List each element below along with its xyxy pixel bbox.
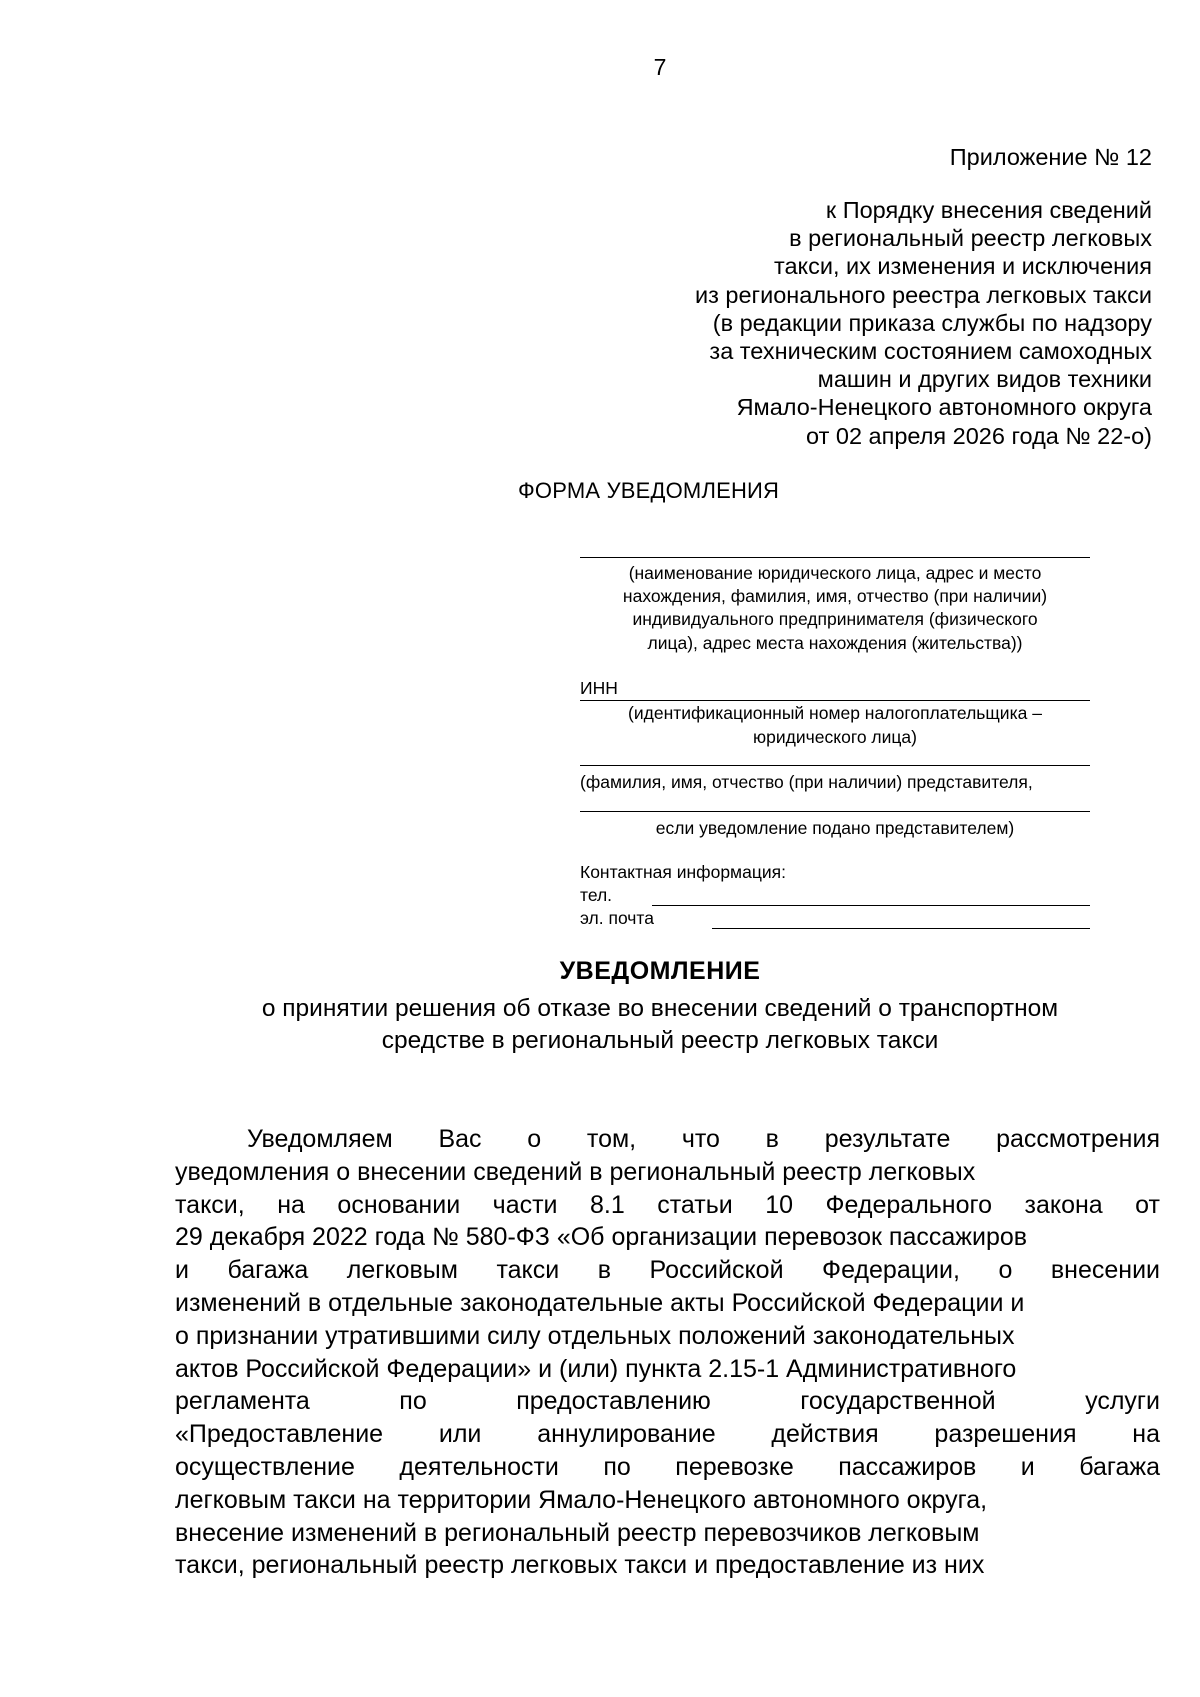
- page-number: 7: [653, 54, 667, 80]
- body-line: внесение изменений в региональный реестр перевозчиков легковым: [175, 1518, 980, 1547]
- body-line: регламента по предоставлению государственной услуги: [175, 1387, 1160, 1416]
- recipient-field-line: [580, 557, 1090, 558]
- recipient-caption-line: индивидуального предпринимателя (физического: [632, 609, 1038, 630]
- appendix-line: в региональный реестр легковых: [789, 225, 1152, 252]
- body-line: о признании утратившими силу отдельных положений законодательных: [175, 1321, 1015, 1350]
- representative-field-line-2: [580, 811, 1090, 812]
- recipient-caption: [580, 562, 1090, 655]
- contact-label: Контактная информация:: [580, 862, 786, 882]
- recipient-caption-line: (наименование юридического лица, адрес и место: [628, 563, 1042, 583]
- body-line: уведомления о внесении сведений в региональный реестр легковых: [175, 1157, 976, 1186]
- document-subheading: [180, 993, 1140, 1057]
- appendix-line: к Порядку внесения сведений: [825, 197, 1152, 223]
- form-title: ФОРМА УВЕДОМЛЕНИЯ: [518, 478, 780, 503]
- body-line: 29 декабря 2022 года № 580-ФЗ «Об организации перевозок пассажиров: [175, 1223, 1028, 1252]
- appendix-line: от 02 апреля 2026 года № 22-о): [806, 422, 1152, 449]
- subheading-line: средстве в региональный реестр легковых такси: [381, 1027, 939, 1054]
- appendix-description: [695, 196, 1152, 450]
- body-line: легковым такси на территории Ямало-Ненецкого автономного округа,: [175, 1485, 988, 1514]
- tel-field-line: [652, 905, 1090, 906]
- body-line: и багажа легковым такси в Российской Федерации, о внесении: [175, 1256, 1160, 1285]
- inn-caption: [580, 701, 1090, 749]
- email-field-line: [712, 928, 1090, 929]
- appendix-line: машин и других видов техники: [817, 366, 1152, 393]
- body-line: актов Российской Федерации» и (или) пункта 2.15-1 Административного: [175, 1354, 1017, 1383]
- appendix-line: (в редакции приказа службы по надзору: [712, 309, 1152, 336]
- appendix-number: Приложение № 12: [949, 144, 1152, 170]
- body-line: такси, на основании части 8.1 статьи 10 Федерального закона от: [175, 1190, 1160, 1219]
- inn-label: ИНН: [580, 678, 618, 698]
- appendix-line: такси, их изменения и исключения: [773, 253, 1152, 280]
- tel-label: тел.: [580, 885, 613, 905]
- appendix-line: из регионального реестра легковых такси: [694, 281, 1152, 308]
- inn-field: [580, 677, 1090, 701]
- representative-caption: (фамилия, имя, отчество (при наличии) представителя,: [580, 772, 1033, 792]
- email-label: эл. почта: [580, 908, 654, 928]
- recipient-caption-line: лица), адрес места нахождения (жительства)): [647, 632, 1023, 653]
- recipient-caption-line: нахождения, фамилия, имя, отчество (при наличии): [622, 586, 1048, 607]
- inn-caption-line: (идентификационный номер налогоплательщика –: [628, 703, 1042, 723]
- inn-caption-line: юридического лица): [753, 727, 917, 747]
- body-line: осуществление деятельности по перевозке пассажиров и багажа: [175, 1452, 1160, 1481]
- document-heading: УВЕДОМЛЕНИЕ: [559, 957, 761, 985]
- representative-field-line: [580, 765, 1090, 766]
- body-line: Уведомляем Вас о том, что в результате рассмотрения: [247, 1125, 1160, 1153]
- body-text: [175, 1123, 1160, 1582]
- subheading-line: о принятии решения об отказе во внесении сведений о транспортном: [261, 995, 1059, 1022]
- appendix-line: за техническим состоянием самоходных: [709, 338, 1152, 365]
- body-line: изменений в отдельные законодательные акты Российской Федерации и: [175, 1288, 1025, 1317]
- representative-caption-2: если уведомление подано представителем): [655, 818, 1015, 838]
- body-line: такси, региональный реестр легковых такси и предоставление из них: [175, 1551, 985, 1580]
- appendix-line: Ямало-Ненецкого автономного округа: [736, 394, 1152, 421]
- body-line: «Предоставление или аннулирование действия разрешения на: [175, 1420, 1160, 1449]
